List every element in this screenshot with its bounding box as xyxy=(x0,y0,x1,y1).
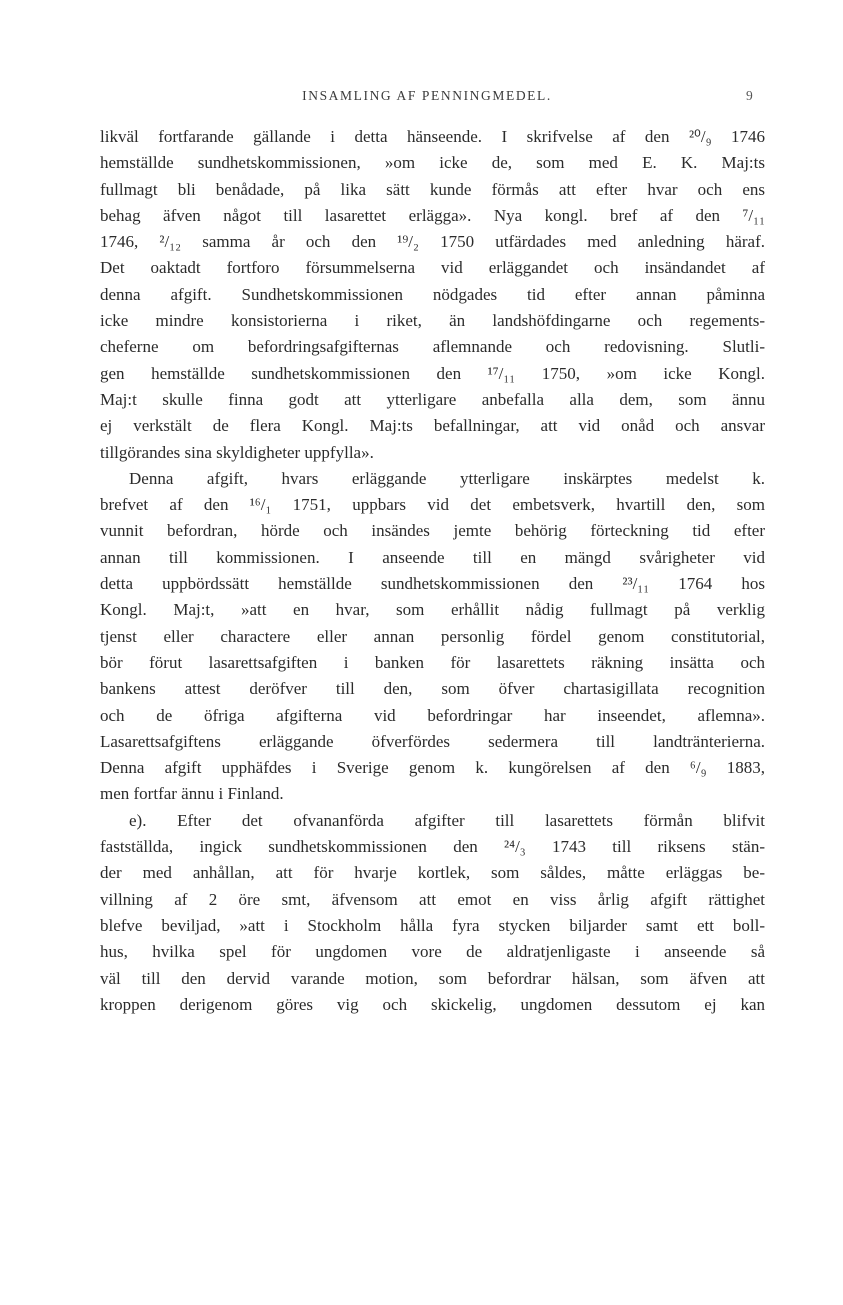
body-text xyxy=(100,124,765,1018)
text-line: villning af 2 öre smt, äfvensom att emot en viss årlig afgift rättighet xyxy=(100,889,765,909)
page-number: 9 xyxy=(746,88,753,103)
text-line: behag äfven något till lasarettet erlägga». Nya kongl. bref af den ⁷/₁₁ xyxy=(100,205,765,225)
text-line: väl till den dervid varande motion, som befordrar hälsan, som äfven att xyxy=(100,968,765,988)
text-line: tjenst eller charactere eller annan personlig fördel genom constitutorial, xyxy=(100,626,765,646)
text-line: bankens attest deröfver till den, som öfver chartasigillata recognition xyxy=(100,679,765,699)
text-line: och de öfriga afgifterna vid befordringar har inseendet, aflemna». xyxy=(100,705,765,725)
text-line: 1746, ²/₁₂ samma år och den ¹⁹/₂ 1750 utfärdades med anledning häraf. xyxy=(100,232,765,252)
text-line: Kongl. Maj:t, »att en hvar, som erhållit nådig fullmagt på verklig xyxy=(100,600,765,620)
text-line: men fortfar ännu i Finland. xyxy=(100,784,284,804)
text-line: Lasarettsafgiftens erläggande öfverfördes sedermera till landtränterierna. xyxy=(100,731,765,751)
text-line: Maj:t skulle finna godt att ytterligare anbefalla alla dem, som ännu xyxy=(100,389,765,409)
text-line: Denna afgift upphäfdes i Sverige genom k. kungörelsen af den ⁶/₉ 1883, xyxy=(100,758,765,778)
text-line: Det oaktadt fortforo försummelserna vid erläggandet och insändandet af xyxy=(100,258,765,278)
text-line: gen hemställde sundhetskommissionen den ¹⁷/₁₁ 1750, »om icke Kongl. xyxy=(100,363,765,383)
text-line: fastställda, ingick sundhetskommissionen den ²⁴/₃ 1743 till riksens stän- xyxy=(100,837,765,857)
text-line: blefve beviljad, »att i Stockholm hålla fyra stycken biljarder samt ett boll- xyxy=(100,915,765,935)
text-line: fullmagt bli benådade, på lika sätt kunde förmås att efter hvar och ens xyxy=(100,179,765,199)
text-line: Denna afgift, hvars erläggande ytterligare inskärptes medelst k. xyxy=(129,468,765,488)
text-line: vunnit befordran, hörde och insändes jemte behörig förteckning tid efter xyxy=(100,521,765,541)
text-line: likväl fortfarande gällande i detta hänseende. I skrifvelse af den ²⁰/₉ 1746 xyxy=(100,127,765,146)
text-line: hus, hvilka spel för ungdomen vore de aldratjenligaste i anseende så xyxy=(100,942,765,962)
text-line: denna afgift. Sundhetskommissionen nödgades tid efter annan påminna xyxy=(100,284,765,304)
text-line: icke mindre konsistorierna i riket, än landshöfdingarne och regements- xyxy=(100,311,765,331)
text-line: e). Efter det ofvananförda afgifter till lasarettets förmån blifvit xyxy=(129,810,765,830)
text-line: kroppen derigenom göres vig och skickelig, ungdomen dessutom ej kan xyxy=(100,994,765,1014)
text-line: annan till kommissionen. I anseende till en mängd svårigheter vid xyxy=(100,547,765,567)
text-line: der med anhållan, att för hvarje kortlek, som såldes, måtte erläggas be- xyxy=(100,863,765,883)
text-line: tillgörandes sina skyldigheter uppfylla». xyxy=(100,442,374,462)
text-line: brefvet af den ¹⁶/₁ 1751, uppbars vid det embetsverk, hvartill den, som xyxy=(100,495,765,515)
text-line: hemställde sundhetskommissionen, »om icke de, som med E. K. Maj:ts xyxy=(100,153,765,173)
text-line: detta uppbördssätt hemställde sundhetskommissionen den ²³/₁₁ 1764 hos xyxy=(100,574,765,594)
text-line: bör förut lasarettsafgiften i banken för lasarettets räkning insätta och xyxy=(100,652,765,672)
text-line: cheferne om befordringsafgifternas aflemnande och redovisning. Slutli- xyxy=(100,337,765,357)
text-line: ej verkstält de flera Kongl. Maj:ts befallningar, att vid onåd och ansvar xyxy=(100,416,765,436)
running-title: INSAMLING AF PENNINGMEDEL. xyxy=(302,88,552,103)
